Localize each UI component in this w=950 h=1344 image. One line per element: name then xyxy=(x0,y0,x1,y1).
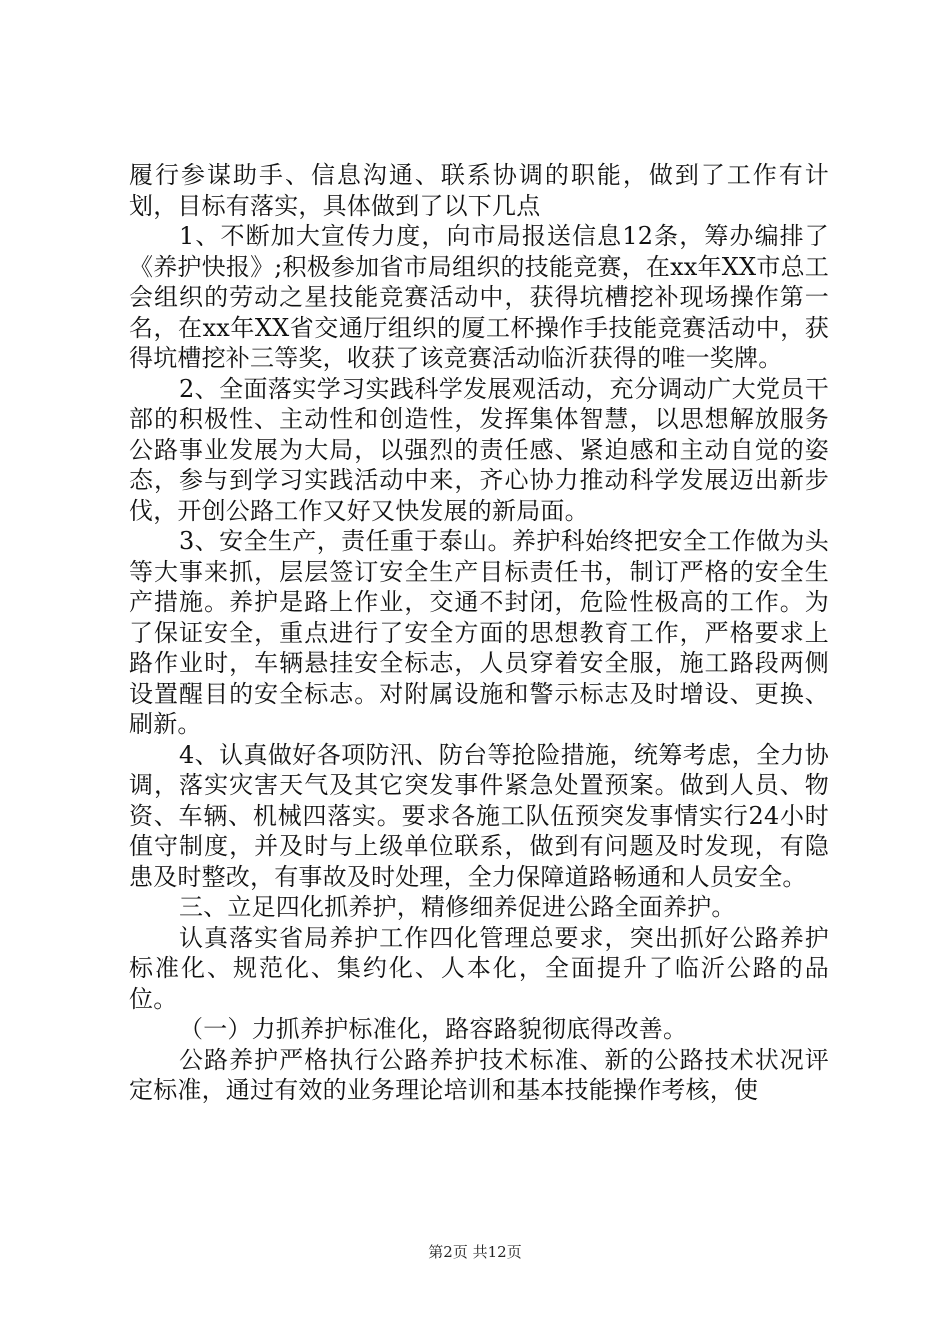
section-heading: 三、立足四化抓养护，精修细养促进公路全面养护。 xyxy=(179,893,736,921)
subsection-heading: （一）力抓养护标准化，路容路貌彻底得改善。 xyxy=(179,1015,688,1043)
paragraph-item-2: 2、全面落实学习实践科学发展观活动，充分调动广大党员干部的积极性、主动性和创造性，发挥集体智慧，以思想解放服务公路事业发展为大局，以强烈的责任感、紧迫感和主动自觉的姿态，参与到学习实践活动中来，齐心协力推动科学发展迈出新步伐，开创公路工作又好又快发展的新局面。 xyxy=(129,374,829,525)
paragraph-section-intro: 认真落实省局养护工作四化管理总要求，突出抓好公路养护标准化、规范化、集约化、人本化，全面提升了临沂公路的品位。 xyxy=(129,923,829,1013)
paragraph-subsection: 公路养护严格执行公路养护技术标准、新的公路技术状况评定标准，通过有效的业务理论培训和基本技能操作考核，使 xyxy=(129,1045,829,1104)
page-number-footer: 第2页 共12页 xyxy=(428,1243,522,1261)
paragraph-item-3: 3、安全生产，责任重于泰山。养护科始终把安全工作做为头等大事来抓，层层签订安全生产目标责任书，制订严格的安全生产措施。养护是路上作业，交通不封闭，危险性极高的工作。为了保证安全，重点进行了安全方面的思想教育工作，严格要求上路作业时，车辆悬挂安全标志，人员穿着安全服，施工路段两侧设置醒目的安全标志。对附属设施和警示标志及时增设、更换、刷新。 xyxy=(129,527,829,738)
document-body xyxy=(129,160,829,1106)
paragraph-item-4: 4、认真做好各项防汛、防台等抢险措施，统筹考虑，全力协调，落实灾害天气及其它突发事件紧急处置预案。做到人员、物资、车辆、机械四落实。要求各施工队伍预突发事情实行24小时值守制度，并及时与上级单位联系，做到有问题及时发现，有隐患及时整改，有事故及时处理，全力保障道路畅通和人员安全。 xyxy=(129,740,829,891)
paragraph-item-1: 1、不断加大宣传力度，向市局报送信息12条，筹办编排了《养护快报》;积极参加省市局组织的技能竞赛，在xx年XX市总工会组织的劳动之星技能竞赛活动中，获得坑槽挖补现场操作第一名，在xx年XX省交通厅组织的厦工杯操作手技能竞赛活动中，获得坑槽挖补三等奖，收获了该竞赛活动临沂获得的唯一奖牌。 xyxy=(129,222,829,372)
paragraph-intro: 履行参谋助手、信息沟通、联系协调的职能，做到了工作有计划，目标有落实，具体做到了以下几点 xyxy=(129,161,829,220)
